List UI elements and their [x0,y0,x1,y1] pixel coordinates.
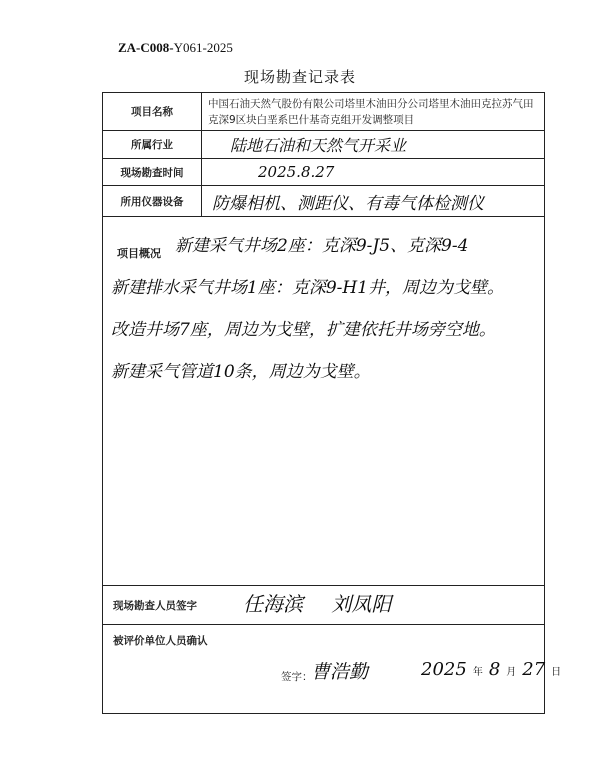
date-year: 2025 [421,659,467,680]
overview-content [111,231,540,399]
row-survey-time [103,159,544,186]
document-code [118,40,233,56]
document-code-suffix: Y061-2025 [173,40,233,55]
row-confirmation [103,625,562,713]
date-year-unit: 年 [472,667,483,678]
project-name-value: 中国石油天然气股份有限公司塔里木油田分公司塔里木油田克拉苏气田克深9区块白垩系巴什基奇克组开发调整项目 [208,97,534,126]
surveyor-signatures [243,588,413,617]
document-code-prefix: ZA-C008- [118,40,174,55]
surveyor-signature: 任海滨 [243,592,303,616]
instruments-value: 防爆相机、测距仪、有毒气体检测仪 [212,193,484,214]
date-day-unit: 日 [551,667,562,678]
row-industry [103,131,544,159]
confirmation-date [421,659,567,680]
surveyors-label: 现场勘查人员签字 [113,600,197,612]
overview-line: 改造井场7座，周边为戈壁，扩建依托井场旁空地。 [111,320,496,340]
row-overview [103,217,544,586]
industry-value: 陆地石油和天然气开采业 [230,136,407,155]
confirmation-label: 被评价单位人员确认 [113,635,208,647]
survey-time-value: 2025.8.27 [258,163,335,181]
overview-line: 新建排水采气井场1座：克深9-H1井，周边为戈壁。 [111,278,505,298]
date-day: 27 [522,659,546,680]
overview-line: 新建采气井场2座：克深9-J5、克深9-4 [175,236,469,256]
industry-label: 所属行业 [103,131,202,158]
survey-record-table [102,92,562,714]
row-instruments [103,186,544,217]
row-surveyors [103,586,544,625]
instruments-label: 所用仪器设备 [103,186,202,216]
date-month-unit: 月 [506,667,517,678]
project-name-label: 项目名称 [103,93,202,130]
date-month: 8 [488,659,501,680]
row-project-name [103,93,544,131]
survey-time-label: 现场勘查时间 [103,159,202,185]
unit-signature: 曹浩勤 [311,661,369,683]
surveyor-signature: 刘凤阳 [331,592,392,616]
sign-label: 签字： [281,671,313,683]
overview-label: 项目概况 [117,247,161,260]
document-title: 现场勘查记录表 [243,68,356,86]
overview-line: 新建采气管道10条，周边为戈壁。 [111,362,371,382]
